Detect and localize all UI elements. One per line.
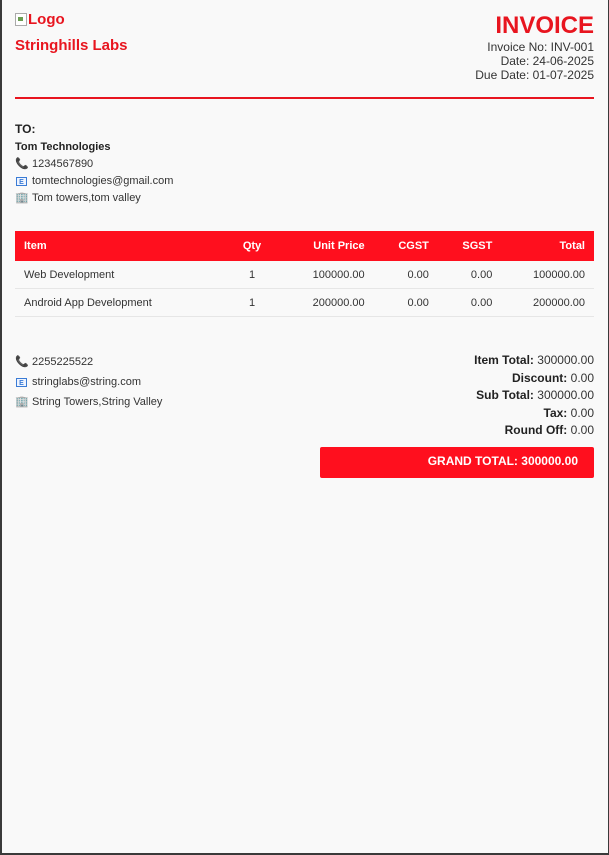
sender-address-text: String Towers,String Valley [32, 396, 163, 408]
header-divider [15, 97, 594, 99]
client-email [15, 173, 594, 190]
email-icon: E [16, 378, 27, 387]
col-header-cgst: CGST [374, 231, 438, 261]
round-off-label: Round Off: [504, 423, 568, 437]
item-total-value: 300000.00 [537, 353, 594, 367]
sub-total-value: 300000.00 [537, 388, 594, 402]
client-phone-text: 1234567890 [32, 158, 94, 170]
building-icon: 🏢 [15, 396, 29, 408]
client-phone [15, 156, 594, 173]
company-name: Stringhills Labs [15, 37, 128, 54]
client-email-text: tomtechnologies@gmail.com [32, 175, 174, 187]
broken-image-icon [15, 13, 27, 26]
col-header-sgst: SGST [438, 231, 501, 261]
cell-cgst: 0.00 [374, 261, 438, 289]
cell-total: 100000.00 [501, 261, 594, 289]
discount-value: 0.00 [570, 370, 594, 385]
sender-phone [15, 352, 162, 372]
sender-contact [15, 352, 162, 478]
cell-total: 200000.00 [501, 289, 594, 317]
cell-sgst: 0.00 [438, 261, 501, 289]
invoice-date: Date: 24-06-2025 [500, 54, 594, 68]
col-header-qty: Qty [223, 231, 281, 261]
cell-unit-price: 100000.00 [281, 261, 374, 289]
tax-line [320, 405, 594, 423]
cell-unit-price: 200000.00 [281, 289, 374, 317]
sub-total-label: Sub Total: [476, 388, 534, 402]
building-icon: 🏢 [15, 192, 29, 204]
bill-to-label: TO: [15, 122, 36, 136]
company-block [15, 11, 128, 86]
invoice-meta [475, 11, 594, 86]
client-address [15, 190, 594, 207]
col-header-unit-price: Unit Price [281, 231, 374, 261]
grand-total-banner: GRAND TOTAL: 300000.00 [320, 447, 594, 478]
col-header-item: Item [15, 231, 223, 261]
cell-item: Web Development [15, 261, 223, 289]
discount-label: Discount: [511, 370, 568, 385]
sender-email [15, 372, 162, 392]
item-total-label: Item Total: [474, 353, 534, 367]
table-row [15, 261, 594, 289]
client-name: Tom Technologies [15, 141, 111, 153]
bill-to-block [15, 122, 594, 207]
invoice-number: Invoice No: INV-001 [487, 40, 594, 54]
invoice-title: INVOICE [495, 12, 594, 39]
invoice-due-date: Due Date: 01-07-2025 [475, 68, 594, 82]
totals-block [320, 352, 594, 478]
invoice-header [15, 0, 594, 86]
cell-item: Android App Development [15, 289, 223, 317]
sender-email-text: stringlabs@string.com [32, 376, 141, 388]
cell-qty: 1 [223, 261, 281, 289]
email-icon: E [16, 177, 27, 186]
tax-value: 0.00 [570, 405, 594, 420]
round-off-value: 0.00 [570, 423, 594, 437]
sender-address [15, 392, 162, 412]
company-logo [15, 11, 128, 28]
phone-icon: 📞 [15, 158, 29, 170]
item-total-line [320, 352, 594, 370]
client-address-text: Tom towers,tom valley [32, 192, 141, 204]
cell-qty: 1 [223, 289, 281, 317]
cell-sgst: 0.00 [438, 289, 501, 317]
phone-icon: 📞 [15, 356, 29, 368]
cell-cgst: 0.00 [374, 289, 438, 317]
items-table [15, 231, 594, 317]
logo-alt-text: Logo [28, 11, 65, 28]
sub-total-line [320, 387, 594, 405]
table-row [15, 289, 594, 317]
table-header-row [15, 231, 594, 261]
round-off-line [320, 422, 594, 440]
invoice-footer [15, 352, 594, 478]
sender-phone-text: 2255225522 [32, 356, 94, 368]
col-header-total: Total [501, 231, 594, 261]
discount-line [320, 370, 594, 388]
tax-label: Tax: [543, 405, 568, 420]
